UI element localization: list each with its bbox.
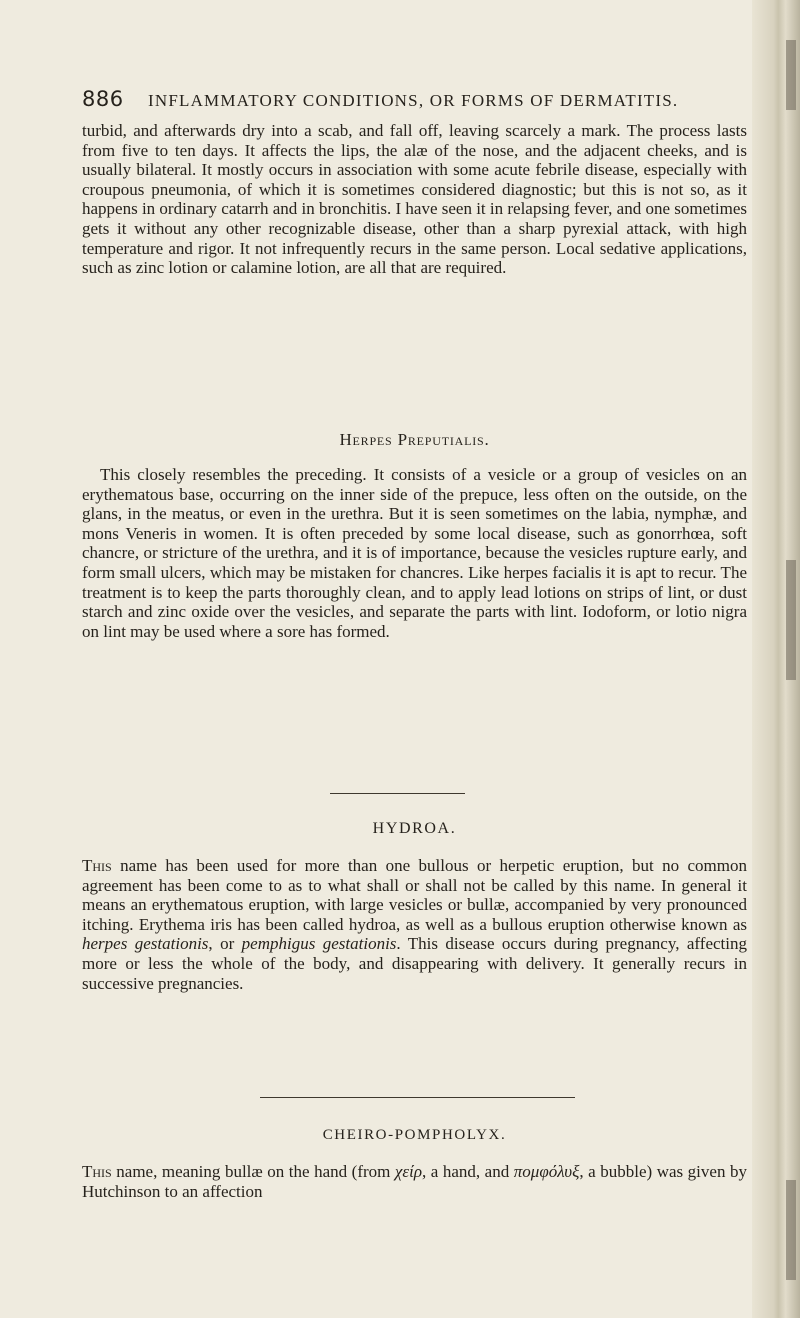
running-head: INFLAMMATORY CONDITIONS, OR FORMS OF DERMATITIS. bbox=[148, 91, 679, 110]
section-divider bbox=[260, 1097, 575, 1098]
section-heading-hydroa: HYDROA. bbox=[372, 820, 457, 837]
section-heading-herpes-preputialis: Herpes Preputialis. bbox=[339, 430, 490, 449]
page-edge-mark bbox=[786, 1180, 796, 1280]
section-heading-cheiro-pompholyx: CHEIRO-POMPHOLYX. bbox=[322, 1127, 507, 1143]
cheiro-text: , a hand, and bbox=[421, 1162, 514, 1181]
hydroa-block bbox=[82, 856, 747, 993]
section-divider bbox=[330, 793, 465, 794]
cheiro-pompholyx-paragraph bbox=[82, 1162, 747, 1201]
greek-term: χείρ bbox=[394, 1162, 422, 1181]
hydroa-text: , or bbox=[208, 934, 242, 954]
greek-term: πομφόλυξ bbox=[513, 1162, 580, 1181]
intro-paragraph: turbid, and afterwards dry into a scab, and fall off, leaving scarcely a mark. The process lasts from five to ten days. It affects the lips, the alæ of the nose, and the adjacent cheeks, and is usually bilateral. It mostly occurs in association with some acute febrile disease, especially with croupous pneumonia, of which it is sometimes considered diagnostic; but this is not so, as it happens in ordinary catarrh and in bronchitis. I have seen it in relapsing fever, and one sometimes gets it without any other recognizable disease, other than a sharp pyrexial attack, with high temperature and rigor. It not infrequently recurs in the same person. Local sedative applications, such as zinc lotion or calamine lotion, are all that are required. bbox=[82, 121, 747, 278]
page-number: 886 bbox=[82, 87, 124, 111]
hydroa-paragraph bbox=[82, 856, 747, 993]
hydroa-text: . This disease occurs during pregnancy, affecting more or less the whole of the body, and disappearing with delivery. It generally recurs in successive pregnancies. bbox=[82, 934, 747, 993]
hydroa-lead-word: This bbox=[82, 856, 112, 875]
herpes-preputialis-paragraph: This closely resembles the preceding. It consists of a vesicle or a group of vesicles on an erythematous base, occurring on the inner side of the prepuce, less often on the outside, on the glans, in the meatus, or even in the urethra. But it is seen sometimes on the labia, nymphæ, and mons Veneris in women. It is often preceded by some local disease, such as gonorrhœa, soft chancre, or stricture of the urethra, and it is of importance, because the vesicles rupture early, and form small ulcers, which may be mistaken for chancres. Like herpes facialis it is apt to recur. The treatment is to keep the parts thoroughly clean, and to apply lead lotions on strips of lint, or dust starch and zinc oxide over the vesicles, and separate the parts with lint. Iodoform, or lotio nigra on lint may be used where a sore has formed. bbox=[82, 465, 747, 641]
intro-block bbox=[82, 121, 747, 278]
cheiro-lead-word: This bbox=[82, 1162, 112, 1181]
herpes-preputialis-block bbox=[82, 465, 747, 641]
cheiro-pompholyx-block bbox=[82, 1162, 747, 1201]
page-header bbox=[82, 87, 752, 115]
hydroa-text: name has been used for more than one bullous or herpetic eruption, but no common agreement has been come to as to what shall or shall not be called by this name. In general it means an erythematous eruption, with large vesicles or bullæ, accompanied by very pronounced itching. Erythema iris has been called hydroa, as well as a bullous eruption otherwise known as bbox=[82, 856, 747, 934]
page-edge-mark bbox=[786, 40, 796, 110]
hydroa-term: herpes gestationis bbox=[82, 934, 209, 954]
cheiro-text: , a bubble) was given by Hutchinson to an affection bbox=[82, 1162, 747, 1201]
hydroa-term: pemphigus gestationis bbox=[241, 934, 397, 954]
page-edge-mark bbox=[786, 560, 796, 680]
cheiro-text: name, meaning bullæ on the hand (from bbox=[111, 1162, 395, 1181]
